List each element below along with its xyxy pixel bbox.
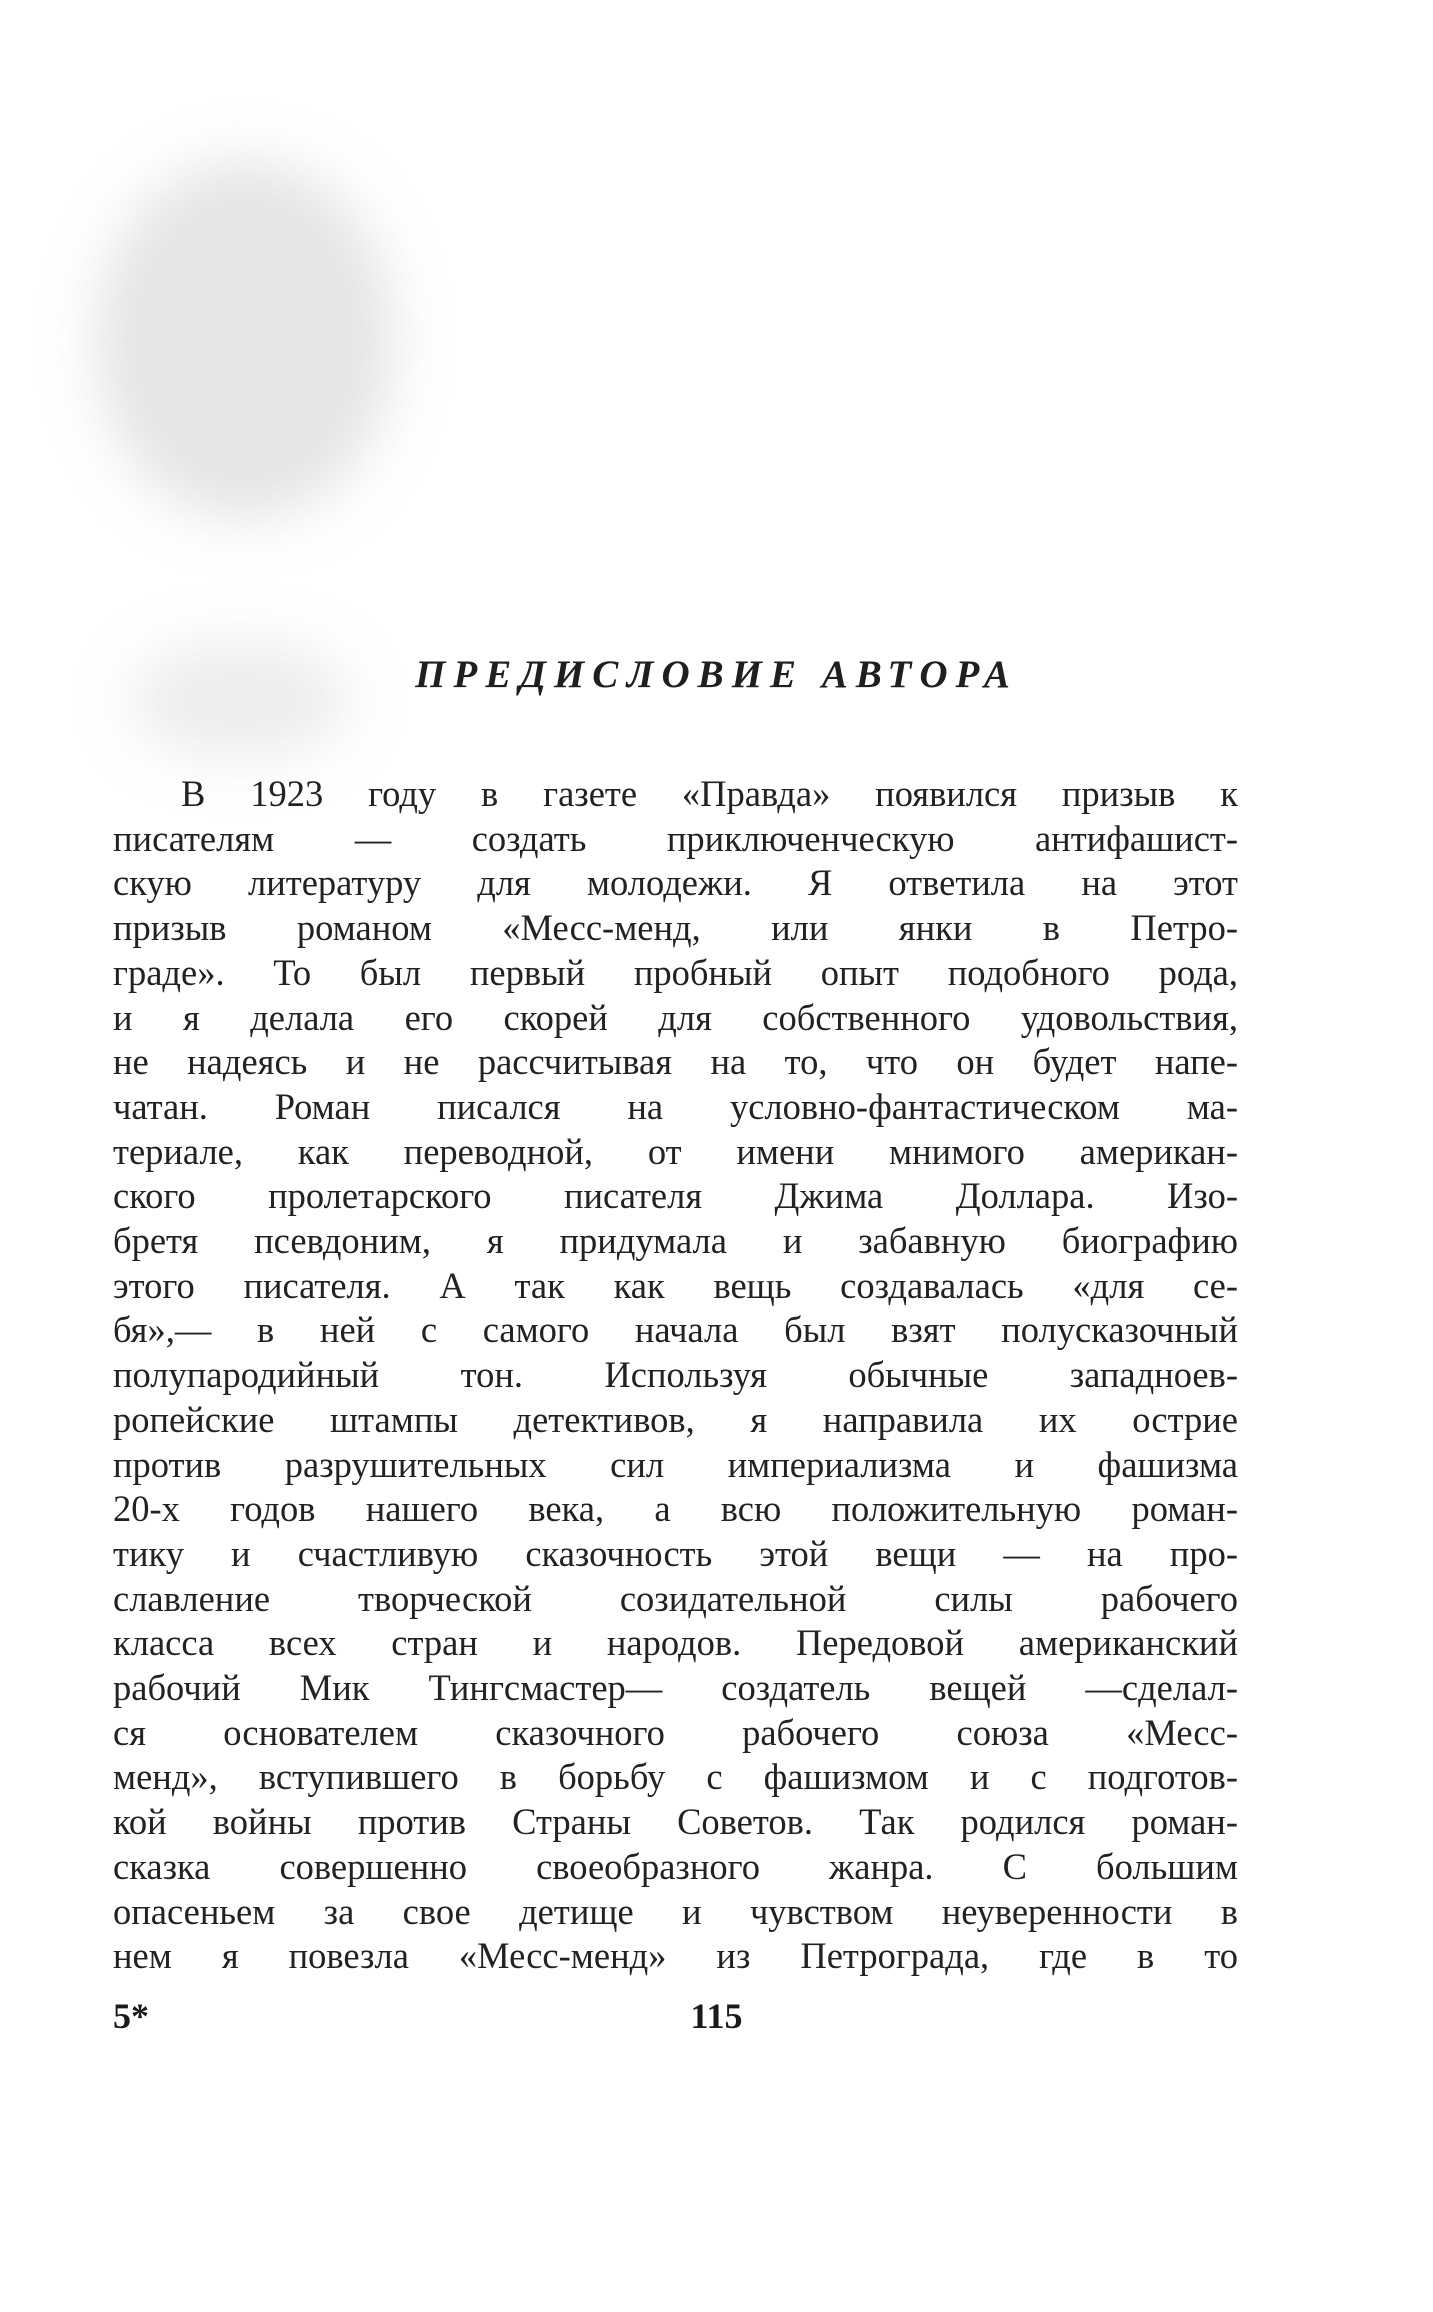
text-line: чатан. Роман писался на условно-фантастическом ма- <box>113 1085 1238 1127</box>
text-line: полупародийный тон. Используя обычные западноев- <box>113 1354 1238 1396</box>
page-number: 115 <box>690 1996 743 2036</box>
printer-signature: 5* <box>113 1996 149 2036</box>
text-line: граде». То был первый пробный опыт подобного рода, <box>113 951 1238 993</box>
text-line: ропейские штампы детективов, я направила их острие <box>113 1398 1238 1440</box>
text-line: В 1923 году в газете «Правда» появился призыв к <box>181 773 1238 814</box>
text-line: бя»,— в ней с самого начала был взят полусказочный <box>113 1309 1238 1351</box>
text-line: славление творческой созидательной силы рабочего <box>113 1577 1238 1619</box>
text-line: кой войны против Страны Советов. Так родился роман- <box>113 1801 1238 1843</box>
text-line: тику и счастливую сказочность этой вещи — на про- <box>113 1532 1238 1574</box>
text-line: писателям — создать приключенческую антифашист- <box>113 817 1238 859</box>
text-line: рабочий Мик Тингсмастер— создатель вещей —сделал- <box>113 1667 1238 1709</box>
text-line: сказка совершенно своеобразного жанра. С большим <box>113 1845 1238 1887</box>
text-line: призыв романом «Месс-менд, или янки в Петро- <box>113 907 1238 949</box>
text-line: ся основателем сказочного рабочего союза «Месс- <box>113 1711 1238 1753</box>
page-smudge <box>95 160 395 520</box>
text-line: скую литературу для молодежи. Я ответила на этот <box>113 862 1238 904</box>
text-line: и я делала его скорей для собственного удовольствия, <box>113 996 1238 1038</box>
text-line: опасеньем за свое детище и чувством неуверенности в <box>113 1890 1238 1932</box>
text-line: не надеясь и не рассчитывая на то, что он будет напе- <box>113 1041 1238 1083</box>
chapter-heading: ПРЕДИСЛОВИЕ АВТОРА <box>415 653 1018 696</box>
text-line: нем я повезла «Месс-менд» из Петрограда, где в то <box>113 1935 1238 1977</box>
text-line: 20-х годов нашего века, а всю положительную роман- <box>113 1488 1238 1530</box>
text-line: менд», вступившего в борьбу с фашизмом и с подготов- <box>113 1756 1238 1798</box>
text-line: териале, как переводной, от имени мнимого американ- <box>113 1130 1238 1172</box>
body-text <box>113 772 1238 1979</box>
text-line: класса всех стран и народов. Передовой американский <box>113 1622 1238 1664</box>
text-line: этого писателя. А так как вещь создавалась «для се- <box>113 1264 1238 1306</box>
text-line: против разрушительных сил империализма и фашизма <box>113 1443 1238 1485</box>
text-line: бретя псевдоним, я придумала и забавную биографию <box>113 1220 1238 1262</box>
text-line: ского пролетарского писателя Джима Доллара. Изо- <box>113 1175 1238 1217</box>
